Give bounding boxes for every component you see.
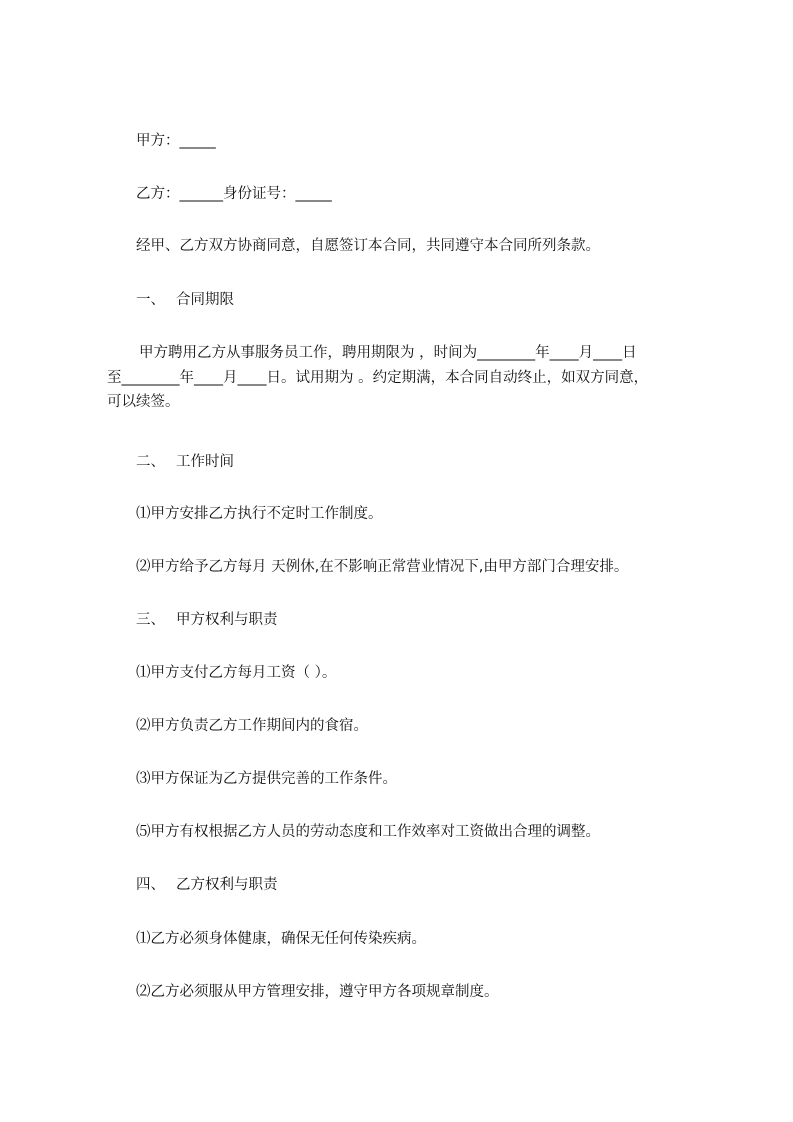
section-1-heading [136, 290, 234, 310]
term-line-3: 可以续签。 [107, 394, 180, 410]
s3-item-3: ⑶甲方保证为乙方提供完善的工作条件。 [136, 771, 397, 787]
s2-item-1: ⑴甲方安排乙方执行不定时工作制度。 [136, 506, 383, 522]
s4-item-1: ⑴乙方必须身体健康，确保无任何传染疾病。 [136, 931, 426, 947]
section-2-title: 工作时间 [176, 454, 234, 470]
section-1-title: 合同期限 [176, 292, 234, 308]
term-paragraph [107, 341, 699, 415]
term-line-2: 至________年____月____日。试用期为 。约定期满，本合同自动终止，如双方同意， [107, 369, 649, 386]
s3-item-1: ⑴甲方支付乙方每月工资（ ）。 [136, 665, 337, 681]
party-a-line: 甲方：_____ [136, 133, 216, 149]
party-b-line: 乙方：______身份证号：_____ [136, 186, 332, 202]
section-2-number: 二、 [136, 454, 165, 470]
section-2-heading [136, 452, 234, 472]
section-1-number: 一、 [136, 292, 165, 308]
section-4-number: 四、 [136, 877, 165, 893]
term-line-1: 甲方聘用乙方从事服务员工作，聘用期限为 ，时间为________年____月____日 [139, 345, 637, 361]
section-3-heading [136, 610, 278, 630]
s3-item-4: ⑸甲方有权根据乙方人员的劳动态度和工作效率对工资做出合理的调整。 [136, 824, 600, 840]
section-4-heading [136, 875, 278, 895]
intro-paragraph: 经甲、乙方双方协商同意，自愿签订本合同，共同遵守本合同所列条款。 [136, 238, 600, 254]
s2-item-2: ⑵甲方给予乙方每月 天例休,在不影响正常营业情况下,由甲方部门合理安排。 [136, 559, 629, 575]
section-4-title: 乙方权利与职责 [176, 877, 278, 893]
section-3-title: 甲方权利与职责 [176, 612, 278, 628]
s4-item-2: ⑵乙方必须服从甲方管理安排，遵守甲方各项规章制度。 [136, 984, 499, 1000]
s3-item-2: ⑵甲方负责乙方工作期间内的食宿。 [136, 718, 368, 734]
section-3-number: 三、 [136, 612, 165, 628]
